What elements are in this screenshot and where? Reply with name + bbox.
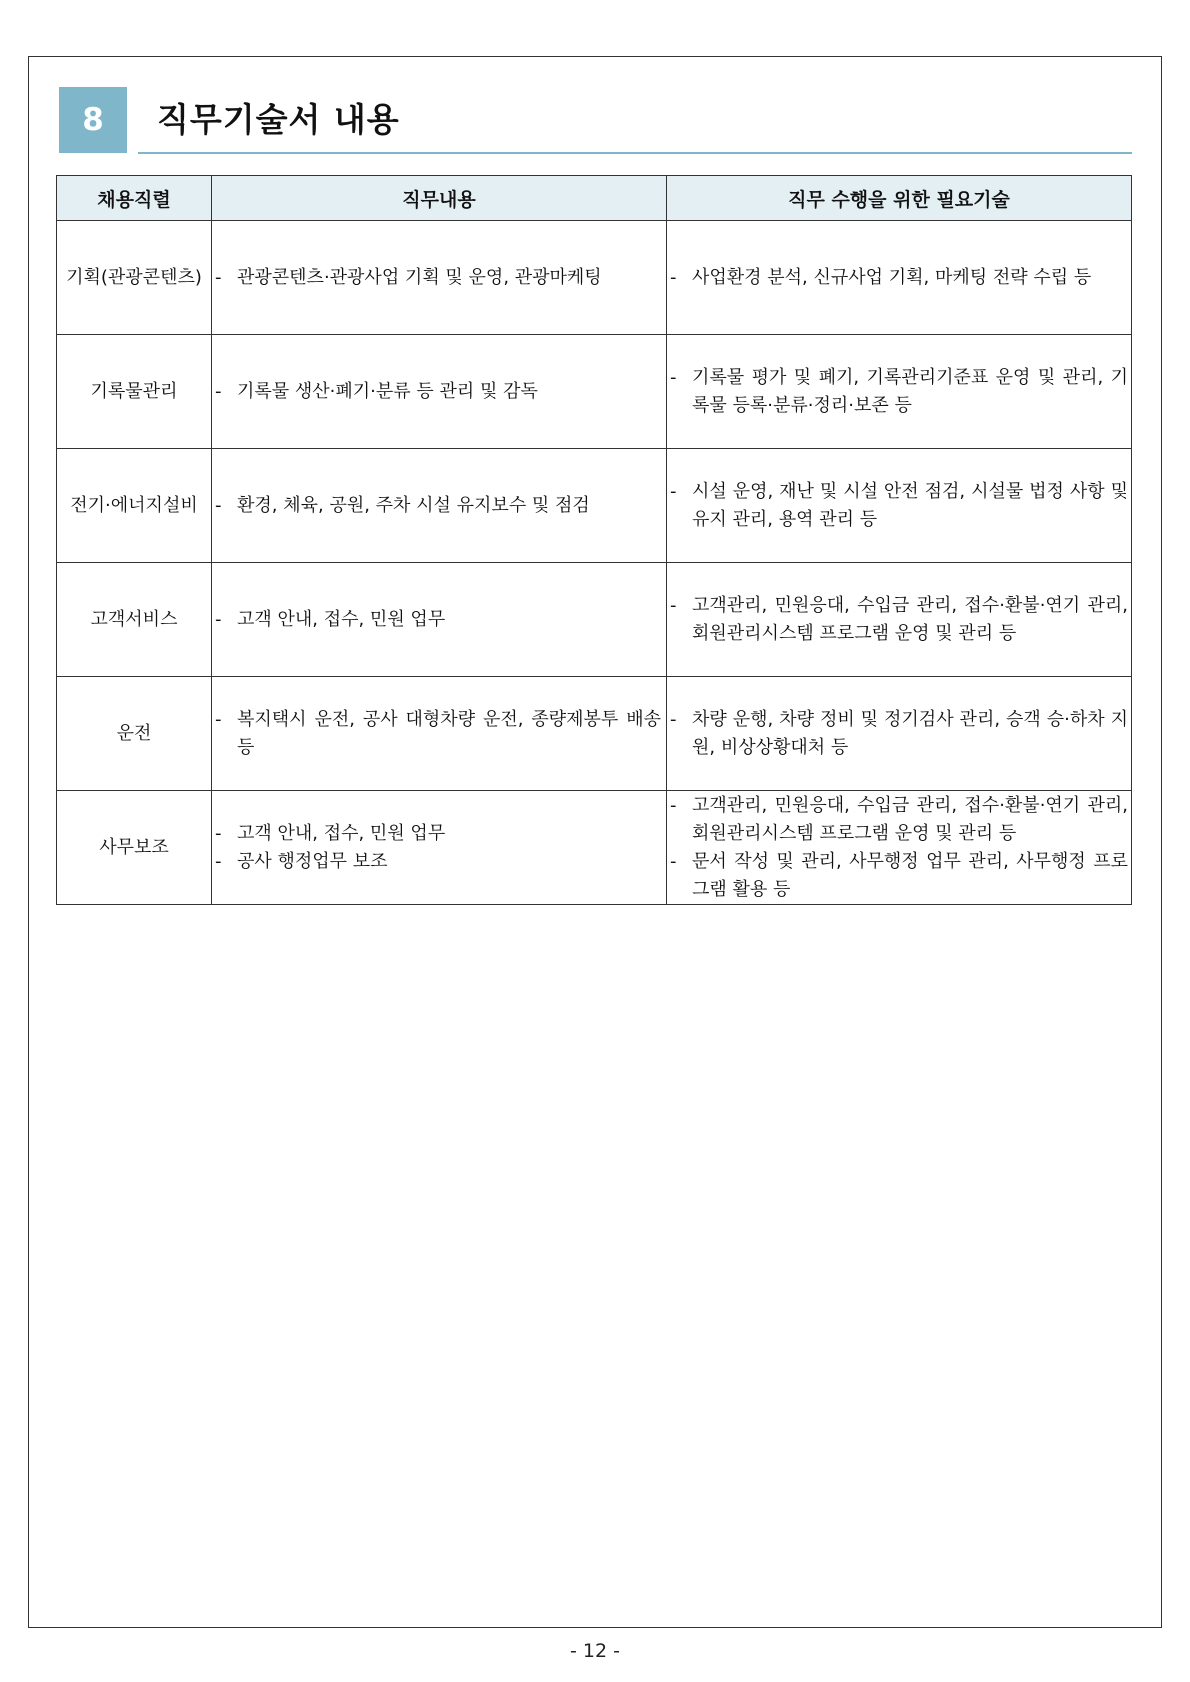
skill-text: 기록물 평가 및 폐기, 기록관리기준표 운영 및 관리, 기록물 등록·분류·정리·보존 등 bbox=[692, 366, 1128, 416]
skills-cell bbox=[667, 221, 1132, 335]
skill-text: 사업환경 분석, 신규사업 기획, 마케팅 전략 수립 등 bbox=[692, 266, 1092, 288]
page-number: - 12 - bbox=[570, 1640, 620, 1662]
position-cell: 기획(관광콘텐츠) bbox=[57, 221, 212, 335]
duties-cell bbox=[212, 335, 667, 449]
job-description-table bbox=[56, 175, 1132, 905]
duties-cell bbox=[212, 563, 667, 677]
skill-item: - 시설 운영, 재난 및 시설 안전 점검, 시설물 법정 사항 및 유지 관리, 용역 관리 등 bbox=[670, 478, 1128, 534]
table-row bbox=[57, 563, 1132, 677]
duty-item: - 고객 안내, 접수, 민원 업무 bbox=[215, 820, 661, 848]
skills-cell bbox=[667, 791, 1132, 905]
skill-item: - 고객관리, 민원응대, 수입금 관리, 접수·환불·연기 관리, 회원관리시스템 프로그램 운영 및 관리 등 bbox=[670, 792, 1128, 848]
table-header-row bbox=[57, 176, 1132, 221]
header-skills: 직무 수행을 위한 필요기술 bbox=[667, 176, 1132, 221]
skills-cell bbox=[667, 449, 1132, 563]
duty-item: - 복지택시 운전, 공사 대형차량 운전, 종량제봉투 배송 등 bbox=[215, 706, 661, 762]
duties-cell bbox=[212, 221, 667, 335]
skill-item: - 고객관리, 민원응대, 수입금 관리, 접수·환불·연기 관리, 회원관리시스템 프로그램 운영 및 관리 등 bbox=[670, 592, 1128, 648]
skill-text: 시설 운영, 재난 및 시설 안전 점검, 시설물 법정 사항 및 유지 관리, 용역 관리 등 bbox=[692, 480, 1128, 530]
duty-text: 환경, 체육, 공원, 주차 시설 유지보수 및 점검 bbox=[237, 494, 590, 516]
table-row bbox=[57, 449, 1132, 563]
duty-item: - 고객 안내, 접수, 민원 업무 bbox=[215, 606, 661, 634]
header-position: 채용직렬 bbox=[57, 176, 212, 221]
duties-cell bbox=[212, 677, 667, 791]
header-duties: 직무내용 bbox=[212, 176, 667, 221]
duty-text: 고객 안내, 접수, 민원 업무 bbox=[237, 822, 446, 844]
skill-text: 문서 작성 및 관리, 사무행정 업무 관리, 사무행정 프로그램 활용 등 bbox=[692, 850, 1128, 900]
skill-text: 고객관리, 민원응대, 수입금 관리, 접수·환불·연기 관리, 회원관리시스템 프로그램 운영 및 관리 등 bbox=[692, 794, 1128, 844]
section-number-badge: 8 bbox=[59, 87, 127, 153]
position-cell: 전기·에너지설비 bbox=[57, 449, 212, 563]
section-title: 직무기술서 내용 bbox=[157, 100, 400, 139]
skills-cell bbox=[667, 563, 1132, 677]
table-row bbox=[57, 791, 1132, 905]
skill-item: - 차량 운행, 차량 정비 및 정기검사 관리, 승객 승·하차 지원, 비상상황대처 등 bbox=[670, 706, 1128, 762]
position-cell: 운전 bbox=[57, 677, 212, 791]
skill-text: 차량 운행, 차량 정비 및 정기검사 관리, 승객 승·하차 지원, 비상상황대처 등 bbox=[692, 708, 1128, 758]
position-cell: 기록물관리 bbox=[57, 335, 212, 449]
duty-text: 복지택시 운전, 공사 대형차량 운전, 종량제봉투 배송 등 bbox=[237, 708, 661, 758]
duty-item: - 관광콘텐츠·관광사업 기획 및 운영, 관광마케팅 bbox=[215, 264, 661, 292]
duty-item: - 공사 행정업무 보조 bbox=[215, 848, 661, 876]
skill-text: 고객관리, 민원응대, 수입금 관리, 접수·환불·연기 관리, 회원관리시스템 프로그램 운영 및 관리 등 bbox=[692, 594, 1128, 644]
position-cell: 사무보조 bbox=[57, 791, 212, 905]
skills-cell bbox=[667, 677, 1132, 791]
duty-text: 공사 행정업무 보조 bbox=[237, 850, 388, 872]
duty-text: 관광콘텐츠·관광사업 기획 및 운영, 관광마케팅 bbox=[237, 266, 602, 288]
skill-item: - 문서 작성 및 관리, 사무행정 업무 관리, 사무행정 프로그램 활용 등 bbox=[670, 848, 1128, 904]
table-row bbox=[57, 221, 1132, 335]
duties-cell bbox=[212, 449, 667, 563]
duty-text: 고객 안내, 접수, 민원 업무 bbox=[237, 608, 446, 630]
skill-item: - 기록물 평가 및 폐기, 기록관리기준표 운영 및 관리, 기록물 등록·분류·정리·보존 등 bbox=[670, 364, 1128, 420]
duties-cell bbox=[212, 791, 667, 905]
duty-item: - 기록물 생산·폐기·분류 등 관리 및 감독 bbox=[215, 378, 661, 406]
section-underline bbox=[138, 152, 1132, 154]
skills-cell bbox=[667, 335, 1132, 449]
position-cell: 고객서비스 bbox=[57, 563, 212, 677]
skill-item: - 사업환경 분석, 신규사업 기획, 마케팅 전략 수립 등 bbox=[670, 264, 1128, 292]
duty-text: 기록물 생산·폐기·분류 등 관리 및 감독 bbox=[237, 380, 538, 402]
table-row bbox=[57, 677, 1132, 791]
table-row bbox=[57, 335, 1132, 449]
duty-item: - 환경, 체육, 공원, 주차 시설 유지보수 및 점검 bbox=[215, 492, 661, 520]
